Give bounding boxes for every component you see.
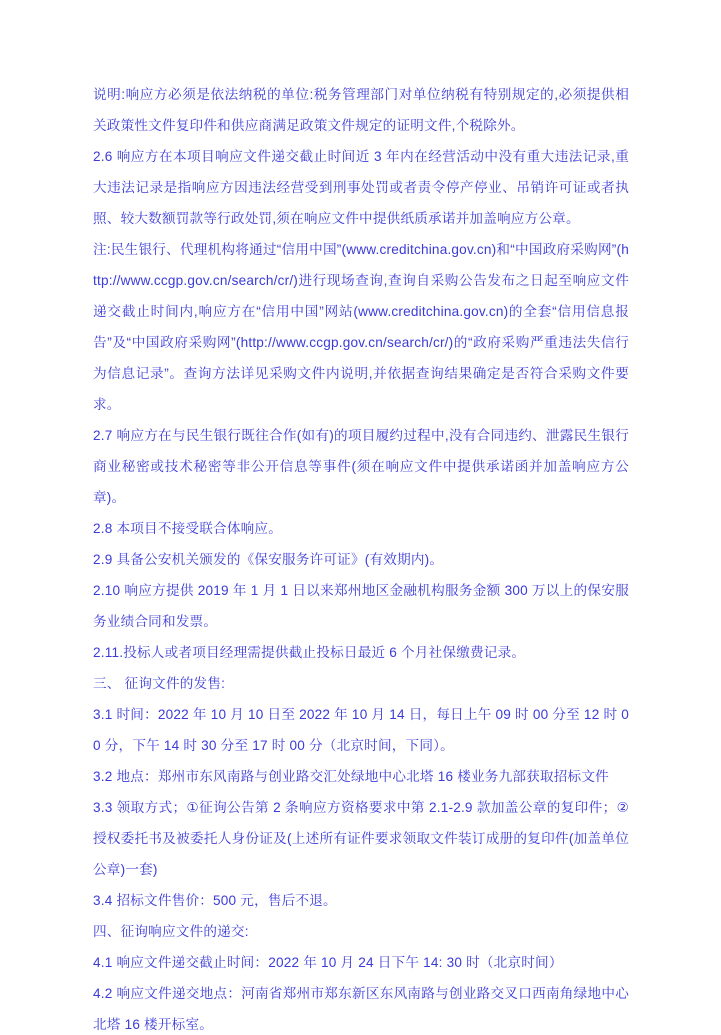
paragraph-clause-2-8: 2.8 本项目不接受联合体响应。 bbox=[93, 521, 282, 536]
paragraph-clause-2-10: 2.10 响应方提供 2019 年 1 月 1 日以来郑州地区金融机构服务金额 300 万以上的保安服务业绩合同和发票。 bbox=[93, 583, 629, 629]
paragraph-clause-3-4: 3.4 招标文件售价：500 元，售后不退。 bbox=[93, 893, 337, 908]
paragraph-tax-note: 说明:响应方必须是依法纳税的单位:税务管理部门对单位纳税有特别规定的,必须提供相关政策性文件复印件和供应商满足政策文件规定的证明文件,个税除外。 bbox=[93, 87, 629, 133]
paragraph-clause-4-1: 4.1 响应文件递交截止时间：2022 年 10 月 24 日下午 14: 30 时（北京时间） bbox=[93, 955, 563, 970]
paragraph-clause-3-2: 3.2 地点：郑州市东风南路与创业路交汇处绿地中心北塔 16 楼业务九部获取招标文件 bbox=[93, 769, 609, 784]
paragraph-clause-4-2: 4.2 响应文件递交地点：河南省郑州市郑东新区东风南路与创业路交叉口西南角绿地中心北塔 16 楼开标室。 bbox=[93, 986, 629, 1032]
section-3-heading: 三、 征询文件的发售: bbox=[93, 676, 226, 691]
paragraph-clause-3-3: 3.3 领取方式；①征询公告第 2 条响应方资格要求中第 2.1-2.9 款加盖公章的复印件；②授权委托书及被委托人身份证及(上述所有证件要求领取文件装订成册的复印件(加盖单位公章)一套) bbox=[93, 800, 629, 877]
paragraph-clause-2-7: 2.7 响应方在与民生银行既往合作(如有)的项目履约过程中,没有合同违约、泄露民生银行商业秘密或技术秘密等非公开信息等事件(须在响应文件中提供承诺函并加盖响应方公章)。 bbox=[93, 428, 629, 505]
paragraph-clause-2-9: 2.9 具备公安机关颁发的《保安服务许可证》(有效期内)。 bbox=[93, 552, 444, 567]
paragraph-clause-3-1: 3.1 时间：2022 年 10 月 10 日至 2022 年 10 月 14 日，每日上午 09 时 00 分至 12 时 00 分，下午 14 时 30 分至 17 时 00 分（北京时间，下同）。 bbox=[93, 707, 629, 753]
section-4-heading: 四、征询响应文件的递交: bbox=[93, 924, 249, 939]
paragraph-clause-2-6: 2.6 响应方在本项目响应文件递交截止时间近 3 年内在经营活动中没有重大违法记录,重大违法记录是指响应方因违法经营受到刑事处罚或者责令停产停业、吊销许可证或者执照、较大数额罚款等行政处罚,须在响应文件中提供纸质承诺并加盖响应方公章。 bbox=[93, 149, 629, 226]
document-body bbox=[93, 79, 629, 1035]
paragraph-clause-2-11: 2.11.投标人或者项目经理需提供截止投标日最近 6 个月社保缴费记录。 bbox=[93, 645, 526, 660]
paragraph-credit-note: 注:民生银行、代理机构将通过“信用中国”(www.creditchina.gov.cn)和“中国政府采购网”(http://www.ccgp.gov.cn/search/cr/)进行现场查询,查询自采购公告发布之日起至响应文件递交截止时间内,响应方在“信用中国”网站(www.creditchina.gov.cn)的全套“信用信息报告”及“中国政府采购网”(http://www.ccgp.gov.cn/search/cr/)的“政府采购严重违法失信行为信息记录”。查询方法详见采购文件内说明,并依据查询结果确定是否符合采购文件要求。 bbox=[93, 242, 629, 412]
